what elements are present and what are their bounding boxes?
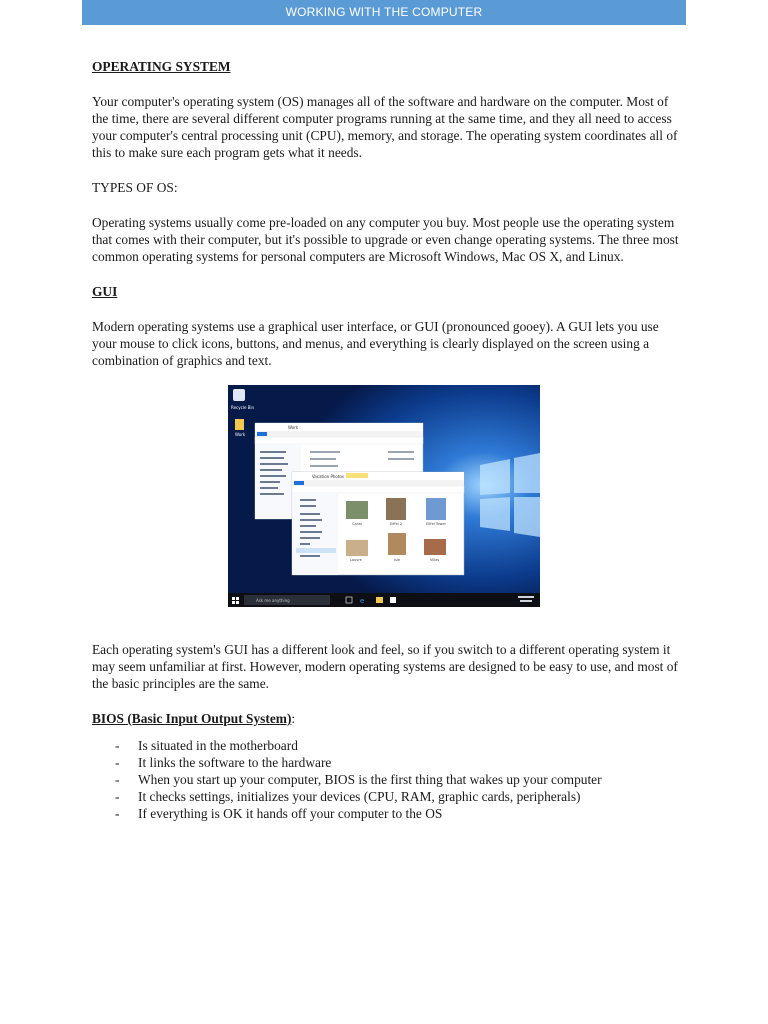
gui-followup-paragraph: Each operating system's GUI has a different look and feel, so if you switch to a different operating system it may seem unfamiliar at first. However, modern operating systems are designed to be easy to use, and most of the basic principles are the same.: [92, 642, 678, 691]
store-icon: [390, 597, 396, 603]
gui-heading: GUI: [92, 284, 118, 299]
bios-heading: BIOS (Basic Input Output System): [92, 711, 292, 726]
os-paragraph: Your computer's operating system (OS) manages all of the software and hardware on the computer. Most of the time, there are several different computer programs running at the same time, and they all need to access your computer's central processing unit (CPU), memory, and storage. The operating system coordinates all of this to make sure each program gets what it needs.: [92, 94, 678, 160]
svg-text:Canal: Canal: [352, 522, 362, 526]
list-item: - When you start up your computer, BIOS is the first thing that wakes up your computer: [115, 772, 602, 787]
explorer-taskbar-icon: [376, 597, 383, 603]
svg-text:Eiffel 2: Eiffel 2: [390, 522, 403, 526]
svg-text:Villas: Villas: [430, 558, 440, 562]
document-header-bar: [82, 0, 686, 25]
desktop-illustration: [228, 385, 540, 607]
photo-villas: [424, 539, 446, 555]
window2-title: Vacation Photos: [312, 474, 344, 479]
types-heading: TYPES OF OS:: [92, 180, 178, 195]
bios-list: [92, 737, 682, 822]
work-folder-label: Work: [235, 432, 246, 437]
windows-desktop-screenshot: [228, 385, 540, 607]
photo-canal: [346, 501, 368, 519]
svg-text:Isle: Isle: [394, 558, 400, 562]
photo-louvre: [346, 540, 368, 556]
document-header-title: WORKING WITH THE COMPUTER: [285, 5, 483, 19]
explorer-window-vacation-photos: [292, 472, 464, 575]
document-body: [92, 58, 682, 822]
list-item: - If everything is OK it hands off your computer to the OS: [115, 806, 443, 821]
bios-heading-colon: :: [291, 711, 296, 726]
types-paragraph: Operating systems usually come pre-loaded on any computer you buy. Most people use the operating system that comes with their computer, but it's possible to upgrade or even change operating systems. The three most common operating systems for personal computers are Microsoft Windows, Mac OS X, and Linux.: [92, 215, 679, 264]
edge-icon: e: [360, 597, 365, 605]
photo-isle: [388, 533, 406, 555]
photo-eiffel-tower: [426, 498, 446, 520]
list-item: - It links the software to the hardware: [115, 755, 332, 770]
photo-eiffel-2: [386, 498, 406, 520]
bios-heading-line: [92, 710, 682, 727]
os-heading: OPERATING SYSTEM: [92, 59, 231, 74]
taskbar-search-placeholder: Ask me anything: [256, 598, 290, 603]
window1-title: Work: [288, 425, 299, 430]
list-item: - Is situated in the motherboard: [115, 738, 298, 753]
list-item: - It checks settings, initializes your devices (CPU, RAM, graphic cards, peripherals): [115, 789, 581, 804]
svg-text:Louvre: Louvre: [350, 558, 362, 562]
svg-text:Eiffel Tower: Eiffel Tower: [426, 522, 446, 526]
gui-paragraph: Modern operating systems use a graphical user interface, or GUI (pronounced gooey). A GUI lets you use your mouse to click icons, buttons, and menus, and everything is clearly displayed on the screen using a combination of graphics and text.: [92, 319, 659, 368]
recycle-bin-label: Recycle Bin: [231, 405, 255, 410]
